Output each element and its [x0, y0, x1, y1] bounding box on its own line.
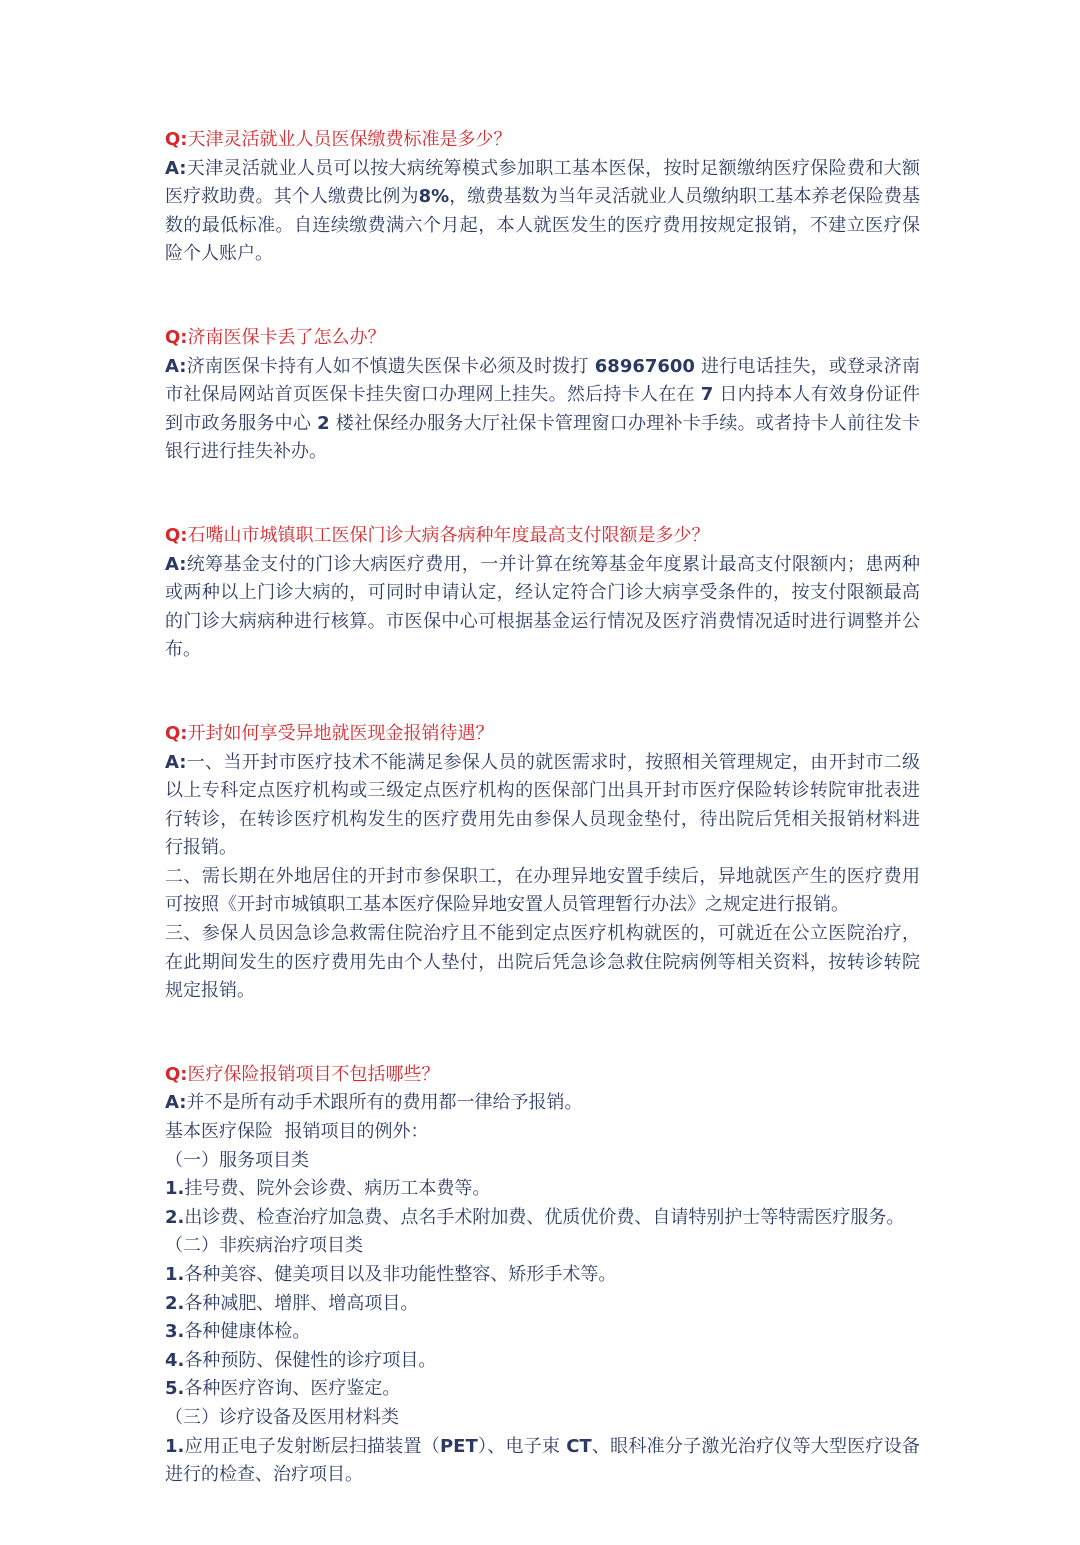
- faq-item-4: [165, 720, 920, 1006]
- document-page: [165, 126, 920, 1545]
- answer-5: A:并不是所有动手术跟所有的费用都一律给予报销。: [165, 1092, 583, 1114]
- list-item: 2.各种减肥、增胖、增高项目。: [165, 1292, 419, 1314]
- list-item: 3.各种健康体检。: [165, 1321, 311, 1343]
- list-item: 1.挂号费、院外会诊费、病历工本费等。: [165, 1178, 491, 1200]
- faq-item-5: [165, 1061, 920, 1490]
- category-heading: （二）非疾病治疗项目类: [165, 1235, 363, 1257]
- list-item: 5.各种医疗咨询、医疗鉴定。: [165, 1378, 401, 1400]
- question-4: Q:开封如何享受异地就医现金报销待遇？: [165, 722, 494, 744]
- question-1: Q:天津灵活就业人员医保缴费标准是多少？: [165, 129, 512, 150]
- list-item: 1.各种美容、健美项目以及非功能性整容、矫形手术等。: [165, 1264, 617, 1285]
- list-item: 2.出诊费、检查治疗加急费、点名手术附加费、优质优价费、自请特别护士等特需医疗服务。: [165, 1206, 905, 1228]
- faq-item-3: [165, 522, 920, 665]
- faq-item-1: [165, 126, 920, 269]
- answer-4: A:一、当开封市医疗技术不能满足参保人员的就医需求时，按照相关管理规定，由开封市二级以上专科定点医疗机构或三级定点医疗机构的医保部门出具开封市医疗保险转诊转院审批表进行转诊，在转诊医疗机构发生的医疗费用先由参保人员现金垫付，待出院后凭相关报销材料进行报销。: [165, 751, 920, 859]
- exclusion-intro: 基本医疗保险 报销项目的例外：: [165, 1121, 429, 1143]
- answer-4-part-3: 三、参保人员因急诊急救需住院治疗且不能到定点医疗机构就医的，可就近在公立医院治疗，在此期间发生的医疗费用先由个人垫付，出院后凭急诊急救住院病例等相关资料，按转诊转院规定报销。: [165, 923, 920, 1002]
- list-item: 4.各种预防、保健性的诊疗项目。: [165, 1349, 437, 1371]
- answer-2: A:济南医保卡持有人如不慎遗失医保卡必须及时拨打 68967600 进行电话挂失，或登录济南市社保局网站首页医保卡挂失窗口办理网上挂失。然后持卡人在在 7 日内持本人有效身份证件到市政务服务中心 2 楼社保经办服务大厅社保卡管理窗口办理补卡手续。或者持卡人前往发卡银行进行挂失补办。: [165, 355, 921, 463]
- answer-4-part-2: 二、需长期在外地居住的开封市参保职工，在办理异地安置手续后，异地就医产生的医疗费用可按照《开封市城镇职工基本医疗保险异地安置人员管理暂行办法》之规定进行报销。: [165, 865, 920, 916]
- category-heading: （三）诊疗设备及医用材料类: [165, 1406, 399, 1428]
- phone-number: 68967600: [594, 355, 695, 377]
- question-3: Q:石嘴山市城镇职工医保门诊大病各病种年度最高支付限额是多少？: [165, 524, 710, 546]
- list-item: 1.应用正电子发射断层扫描装置（PET）、电子束 CT、眼科准分子激光治疗仪等大型医疗设备进行的检查、治疗项目。: [165, 1435, 921, 1486]
- category-heading: （一）服务项目类: [165, 1149, 309, 1171]
- question-5: Q:医疗保险报销项目不包括哪些？: [165, 1063, 440, 1085]
- answer-3: A:统筹基金支付的门诊大病医疗费用，一并计算在统筹基金年度累计最高支付限额内；患两种或两种以上门诊大病的，可同时申请认定，经认定符合门诊大病享受条件的，按支付限额最高的门诊大病病种进行核算。市医保中心可根据基金运行情况及医疗消费情况适时进行调整并公布。: [165, 553, 920, 661]
- faq-item-2: [165, 324, 920, 467]
- answer-1: A:天津灵活就业人员可以按大病统筹模式参加职工基本医保，按时足额缴纳医疗保险费和大额医疗救助费。其个人缴费比例为8%，缴费基数为当年灵活就业人员缴纳职工基本养老保险费基数的最低标准。自连续缴费满六个月起，本人就医发生的医疗费用按规定报销，不建立医疗保险个人账户。: [165, 157, 921, 265]
- question-2: Q:济南医保卡丢了怎么办？: [165, 326, 386, 348]
